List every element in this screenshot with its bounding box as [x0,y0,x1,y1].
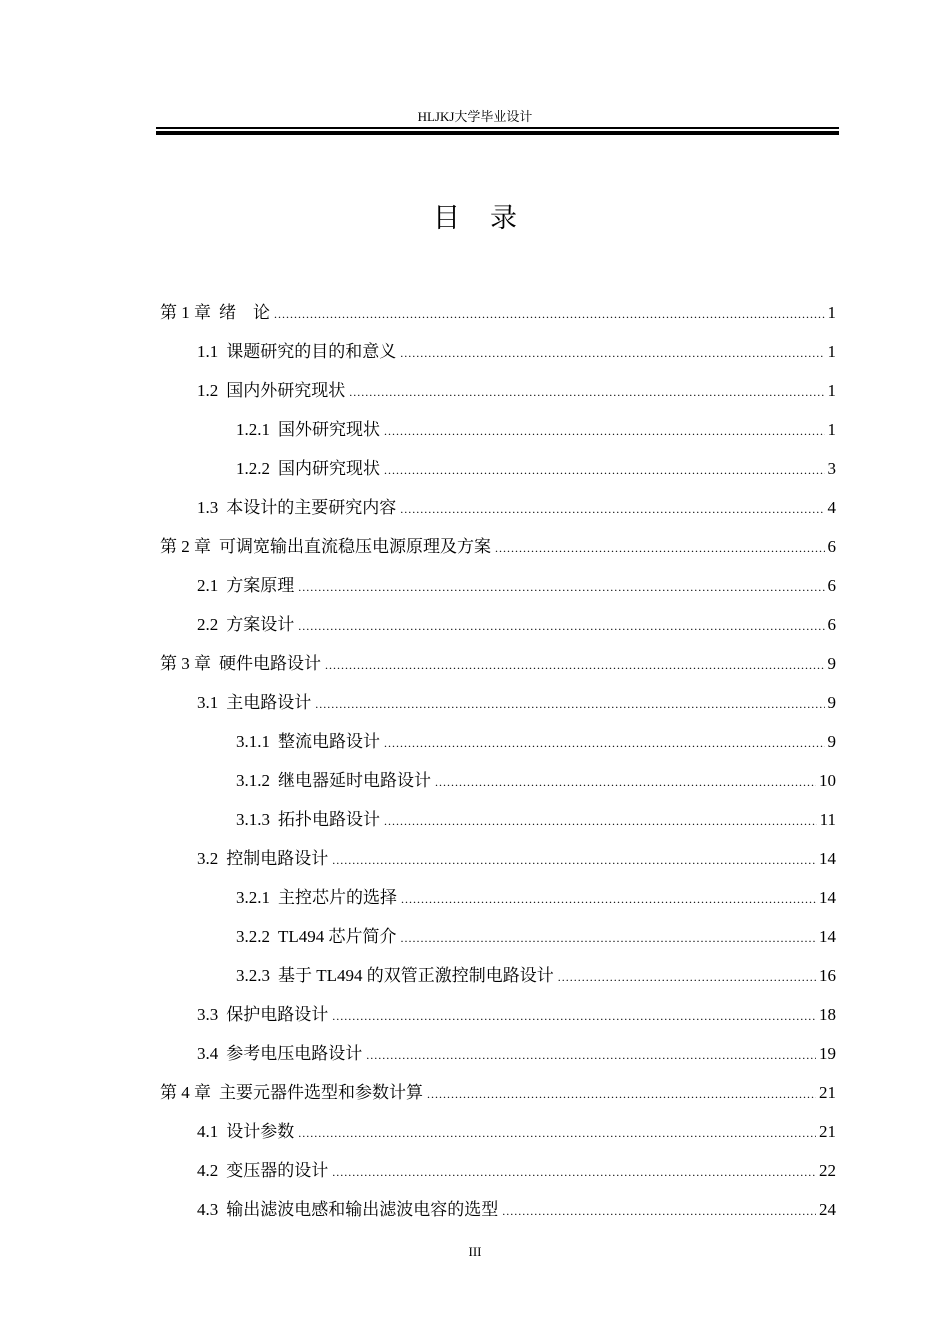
toc-entry-label [197,839,332,878]
toc-entry-label [236,761,435,800]
dot-leader [325,646,825,685]
toc-section-entry[interactable] [160,371,836,410]
dot-leader [558,958,816,997]
page-title: 目录 [433,203,547,234]
toc-entry-title: 设计参数 [226,1122,295,1141]
toc-entry-label [197,332,400,371]
toc-entry-number: 1.2.2 [236,459,270,478]
toc-entry-title: 方案原理 [226,576,295,595]
toc-entry-label [160,1073,427,1112]
toc-entry-title: 基于 TL494 的双管正激控制电路设计 [278,966,554,985]
toc-section-entry[interactable] [160,566,836,605]
dot-leader [298,607,824,646]
dot-leader [401,919,816,958]
toc-section-entry[interactable] [160,917,836,956]
toc-entry-number: 3.2.1 [236,888,270,907]
toc-entry-number: 2.1 [197,576,219,595]
toc-entry-label [197,683,315,722]
toc-section-entry[interactable] [160,761,836,800]
toc-entry-number: 3.1.2 [236,771,270,790]
toc-entry-number: 3.1.1 [236,732,270,751]
toc-entry-title: 保护电路设计 [226,1005,329,1024]
toc-entry-number: 3.3 [197,1005,219,1024]
dot-leader [400,490,824,529]
dot-leader [298,1114,816,1153]
toc-entry-number: 1.3 [197,498,219,517]
toc-entry-page: 22 [819,1161,836,1180]
toc-section-entry[interactable] [160,995,836,1034]
toc-entry-page: 21 [819,1122,836,1141]
toc-entry-page: 9 [827,654,836,673]
table-of-contents [160,293,836,1229]
toc-section-entry[interactable] [160,956,836,995]
toc-entry-label [236,956,558,995]
toc-entry-number: 第 1 章 [160,303,211,322]
toc-entry-title: 国外研究现状 [278,420,380,439]
toc-section-entry[interactable] [160,878,836,917]
toc-entry-page: 10 [819,771,836,790]
toc-section-entry[interactable] [160,683,836,722]
toc-entry-label [160,293,274,332]
toc-entry-number: 3.4 [197,1044,219,1063]
toc-entry-page: 21 [819,1083,836,1102]
toc-chapter-entry[interactable] [160,1073,836,1112]
dot-leader [435,763,816,802]
dot-leader [349,373,824,412]
toc-entry-title: 本设计的主要研究内容 [226,498,397,517]
toc-entry-number: 1.2.1 [236,420,270,439]
toc-entry-number: 1.2 [197,381,219,400]
toc-entry-number: 4.1 [197,1122,219,1141]
toc-entry-label [236,722,384,761]
dot-leader [495,529,825,568]
toc-entry-title: 输出滤波电感和输出滤波电容的选型 [226,1200,499,1219]
toc-entry-title: 可调宽输出直流稳压电源原理及方案 [219,537,491,556]
dot-leader [332,841,816,880]
dot-leader [427,1075,816,1114]
toc-entry-label [197,566,298,605]
toc-entry-number: 第 4 章 [160,1083,211,1102]
toc-entry-label [197,371,349,410]
toc-entry-page: 1 [827,381,836,400]
toc-entry-number: 3.1.3 [236,810,270,829]
toc-section-entry[interactable] [160,488,836,527]
toc-section-entry[interactable] [160,800,836,839]
toc-entry-number: 1.1 [197,342,219,361]
toc-section-entry[interactable] [160,722,836,761]
toc-entry-title: 硬件电路设计 [219,654,321,673]
dot-leader [274,295,825,334]
dot-leader [400,334,824,373]
toc-entry-label [197,1112,298,1151]
toc-entry-number: 4.2 [197,1161,219,1180]
toc-entry-title: 绪 论 [219,303,270,322]
toc-entry-title: 继电器延时电路设计 [278,771,431,790]
toc-entry-page: 14 [819,849,836,868]
toc-entry-title: 参考电压电路设计 [226,1044,363,1063]
toc-section-entry[interactable] [160,410,836,449]
toc-entry-label [160,527,495,566]
toc-entry-label [197,1190,502,1229]
toc-entry-number: 第 3 章 [160,654,211,673]
toc-entry-number: 3.2.3 [236,966,270,985]
dot-leader [332,1153,816,1192]
toc-entry-title: 方案设计 [226,615,295,634]
toc-entry-number: 3.1 [197,693,219,712]
toc-entry-number: 第 2 章 [160,537,211,556]
dot-leader [332,997,816,1036]
toc-entry-page: 24 [819,1200,836,1219]
dot-leader [384,802,817,841]
toc-entry-number: 3.2 [197,849,219,868]
toc-entry-label [197,605,298,644]
toc-section-entry[interactable] [160,605,836,644]
toc-entry-label [160,644,325,683]
dot-leader [366,1036,816,1075]
toc-chapter-entry[interactable] [160,527,836,566]
dot-leader [298,568,824,607]
toc-section-entry[interactable] [160,332,836,371]
dot-leader [401,880,816,919]
toc-entry-label [197,488,400,527]
toc-entry-label [236,878,401,917]
toc-entry-page: 16 [819,966,836,985]
toc-section-entry[interactable] [160,1190,836,1229]
toc-entry-page: 3 [827,459,836,478]
dot-leader [502,1192,816,1231]
toc-entry-label [197,1151,332,1190]
toc-entry-label [236,800,384,839]
toc-entry-page: 19 [819,1044,836,1063]
toc-entry-title: 国内外研究现状 [226,381,346,400]
header-rule-thick [156,131,839,135]
toc-entry-title: TL494 芯片简介 [278,927,397,946]
toc-entry-page: 6 [827,576,836,595]
toc-entry-page: 9 [827,732,836,751]
toc-entry-page: 18 [819,1005,836,1024]
dot-leader [384,724,825,763]
toc-entry-number: 3.2.2 [236,927,270,946]
toc-entry-page: 1 [827,342,836,361]
dot-leader [384,412,825,451]
toc-entry-page: 4 [827,498,836,517]
toc-section-entry[interactable] [160,1034,836,1073]
toc-entry-page: 14 [819,888,836,907]
toc-entry-title: 主控芯片的选择 [278,888,397,907]
toc-entry-page: 14 [819,927,836,946]
dot-leader [384,451,825,490]
toc-entry-title: 国内研究现状 [278,459,380,478]
page-number: III [468,1244,482,1259]
running-header: HLJKJ大学毕业设计 [417,109,533,124]
toc-entry-title: 变压器的设计 [226,1161,329,1180]
toc-entry-number: 4.3 [197,1200,219,1219]
toc-entry-page: 9 [827,693,836,712]
toc-entry-page: 11 [819,810,836,829]
toc-entry-label [236,917,401,956]
toc-entry-title: 主要元器件选型和参数计算 [219,1083,423,1102]
toc-section-entry[interactable] [160,839,836,878]
toc-entry-page: 1 [827,303,836,322]
toc-entry-title: 控制电路设计 [226,849,329,868]
toc-entry-label [197,1034,366,1073]
toc-section-entry[interactable] [160,449,836,488]
toc-chapter-entry[interactable] [160,644,836,683]
toc-entry-page: 6 [827,537,836,556]
dot-leader [315,685,824,724]
toc-entry-page: 6 [827,615,836,634]
header-rule-thin [156,127,839,129]
toc-entry-label [236,449,384,488]
toc-entry-label [197,995,332,1034]
toc-chapter-entry[interactable] [160,293,836,332]
toc-entry-title: 主电路设计 [226,693,312,712]
toc-entry-page: 1 [827,420,836,439]
toc-entry-title: 拓扑电路设计 [278,810,380,829]
toc-entry-title: 整流电路设计 [278,732,380,751]
toc-section-entry[interactable] [160,1151,836,1190]
toc-section-entry[interactable] [160,1112,836,1151]
toc-entry-title: 课题研究的目的和意义 [226,342,397,361]
toc-entry-label [236,410,384,449]
toc-entry-number: 2.2 [197,615,219,634]
